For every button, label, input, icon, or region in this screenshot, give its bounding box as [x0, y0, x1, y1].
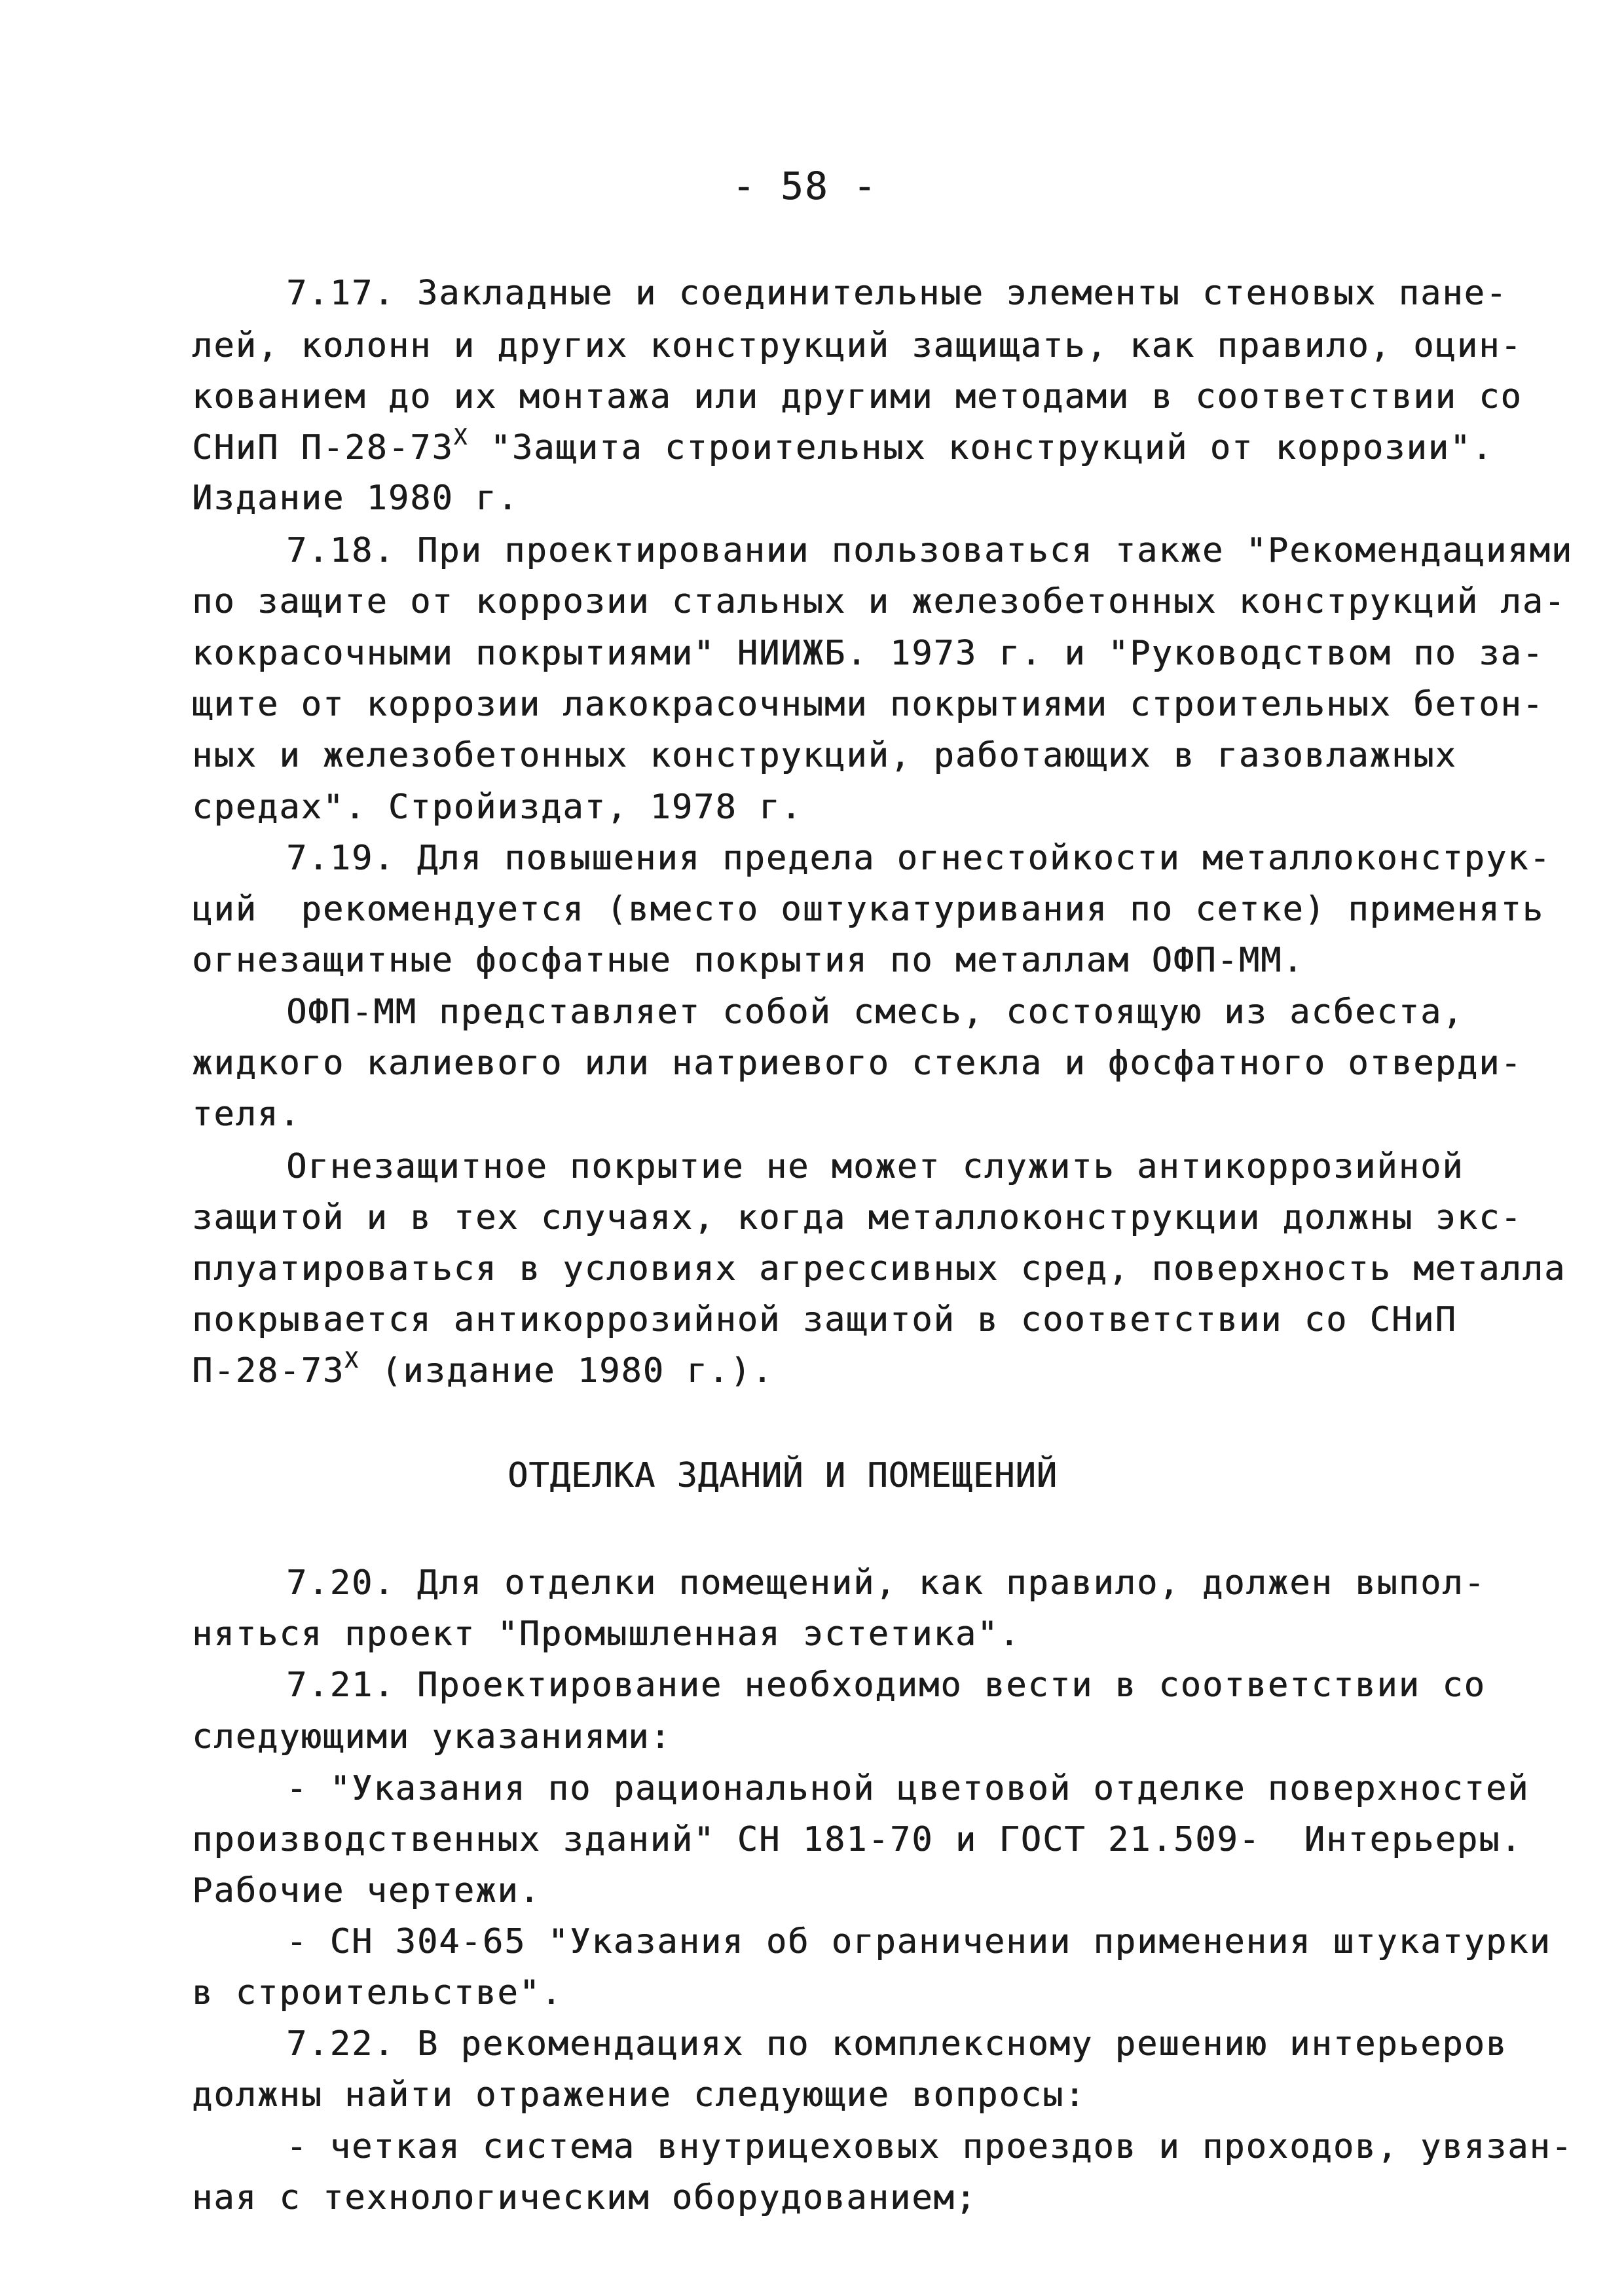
- p718-line-1: 7.18. При проектировании пользоваться также "Рекомендациями: [286, 531, 1574, 570]
- p719-line-9: плуатироваться в условиях агрессивных сред, поверхность металла: [192, 1249, 1566, 1288]
- p721-line-3: - "Указания по рациональной цветовой отделке поверхностей: [286, 1769, 1530, 1808]
- p717-line-5: Издание 1980 г.: [192, 479, 519, 518]
- p717-line-4: [192, 424, 1494, 467]
- p721-line-5: Рабочие чертежи.: [192, 1871, 541, 1910]
- p719-line-10: покрывается антикоррозийной защитой в соответствии со СНиП: [192, 1300, 1457, 1339]
- p717-line-1: 7.17. Закладные и соединительные элементы стеновых пане-: [286, 274, 1508, 313]
- p718-line-2: по защите от коррозии стальных и железобетонных конструкций ла-: [192, 582, 1566, 621]
- snip-reference: СНиП П-28-73: [192, 428, 454, 467]
- p717-line-3: кованием до их монтажа или другими методами в соответствии со: [192, 377, 1522, 416]
- snip-title: "Защита строительных конструкций от коррозии".: [468, 428, 1494, 467]
- p722-line-1: 7.22. В рекомендациях по комплексному решению интерьеров: [286, 2024, 1508, 2064]
- p721-line-4: производственных зданий" СН 181-70 и ГОСТ 21.509- Интерьеры.: [192, 1820, 1522, 1859]
- p720-line-2: няться проект "Промышленная эстетика".: [192, 1614, 1021, 1654]
- p718-line-6: средах". Стройиздат, 1978 г.: [192, 788, 803, 827]
- p719-line-3: огнезащитные фосфатные покрытия по металлам ОФП-ММ.: [192, 941, 1304, 980]
- p719-line-7: Огнезащитное покрытие не может служить антикоррозийной: [286, 1147, 1464, 1186]
- p718-line-5: ных и железобетонных конструкций, работающих в газовлажных: [192, 736, 1457, 775]
- p719-line-2: ций рекомендуется (вместо оштукатуривания по сетке) применять: [192, 890, 1545, 929]
- p722-line-2: должны найти отражение следующие вопросы:: [192, 2075, 1086, 2115]
- snip-superscript: X: [344, 1347, 360, 1374]
- snip-superscript: X: [453, 424, 469, 450]
- p722-line-4: ная с технологическим оборудованием;: [192, 2178, 978, 2217]
- snip-edition: (издание 1980 г.).: [359, 1351, 774, 1391]
- p721-line-7: в строительстве".: [192, 1973, 563, 2013]
- p719-line-6: теля.: [192, 1095, 301, 1134]
- p719-line-4: ОФП-ММ представляет собой смесь, состоящую из асбеста,: [286, 993, 1464, 1032]
- p719-line-11: [192, 1347, 774, 1391]
- p721-line-1: 7.21. Проектирование необходимо вести в соответствии со: [286, 1666, 1486, 1705]
- p718-line-3: кокрасочными покрытиями" НИИЖБ. 1973 г. и "Руководством по за-: [192, 634, 1545, 673]
- p721-line-2: следующими указаниями:: [192, 1717, 672, 1757]
- p719-line-1: 7.19. Для повышения предела огнестойкости металлоконструк-: [286, 839, 1551, 878]
- snip-reference: П-28-73: [192, 1351, 345, 1391]
- section-heading: ОТДЕЛКА ЗДАНИЙ И ПОМЕЩЕНИЙ: [507, 1456, 1058, 1495]
- p719-line-5: жидкого калиевого или натриевого стекла и фосфатного отверди-: [192, 1044, 1522, 1083]
- p719-line-8: защитой и в тех случаях, когда металлоконструкции должны экс-: [192, 1198, 1522, 1237]
- page-number: - 58 -: [732, 164, 877, 208]
- p717-line-2: лей, колонн и других конструкций защищать, как правило, оцин-: [192, 326, 1522, 365]
- p718-line-4: щите от коррозии лакокрасочными покрытиями строительных бетон-: [192, 685, 1545, 724]
- p722-line-3: - четкая система внутрицеховых проездов и проходов, увязан-: [286, 2127, 1574, 2166]
- p720-line-1: 7.20. Для отделки помещений, как правило, должен выпол-: [286, 1563, 1486, 1603]
- p721-line-6: - СН 304-65 "Указания об ограничении применения штукатурки: [286, 1922, 1551, 1961]
